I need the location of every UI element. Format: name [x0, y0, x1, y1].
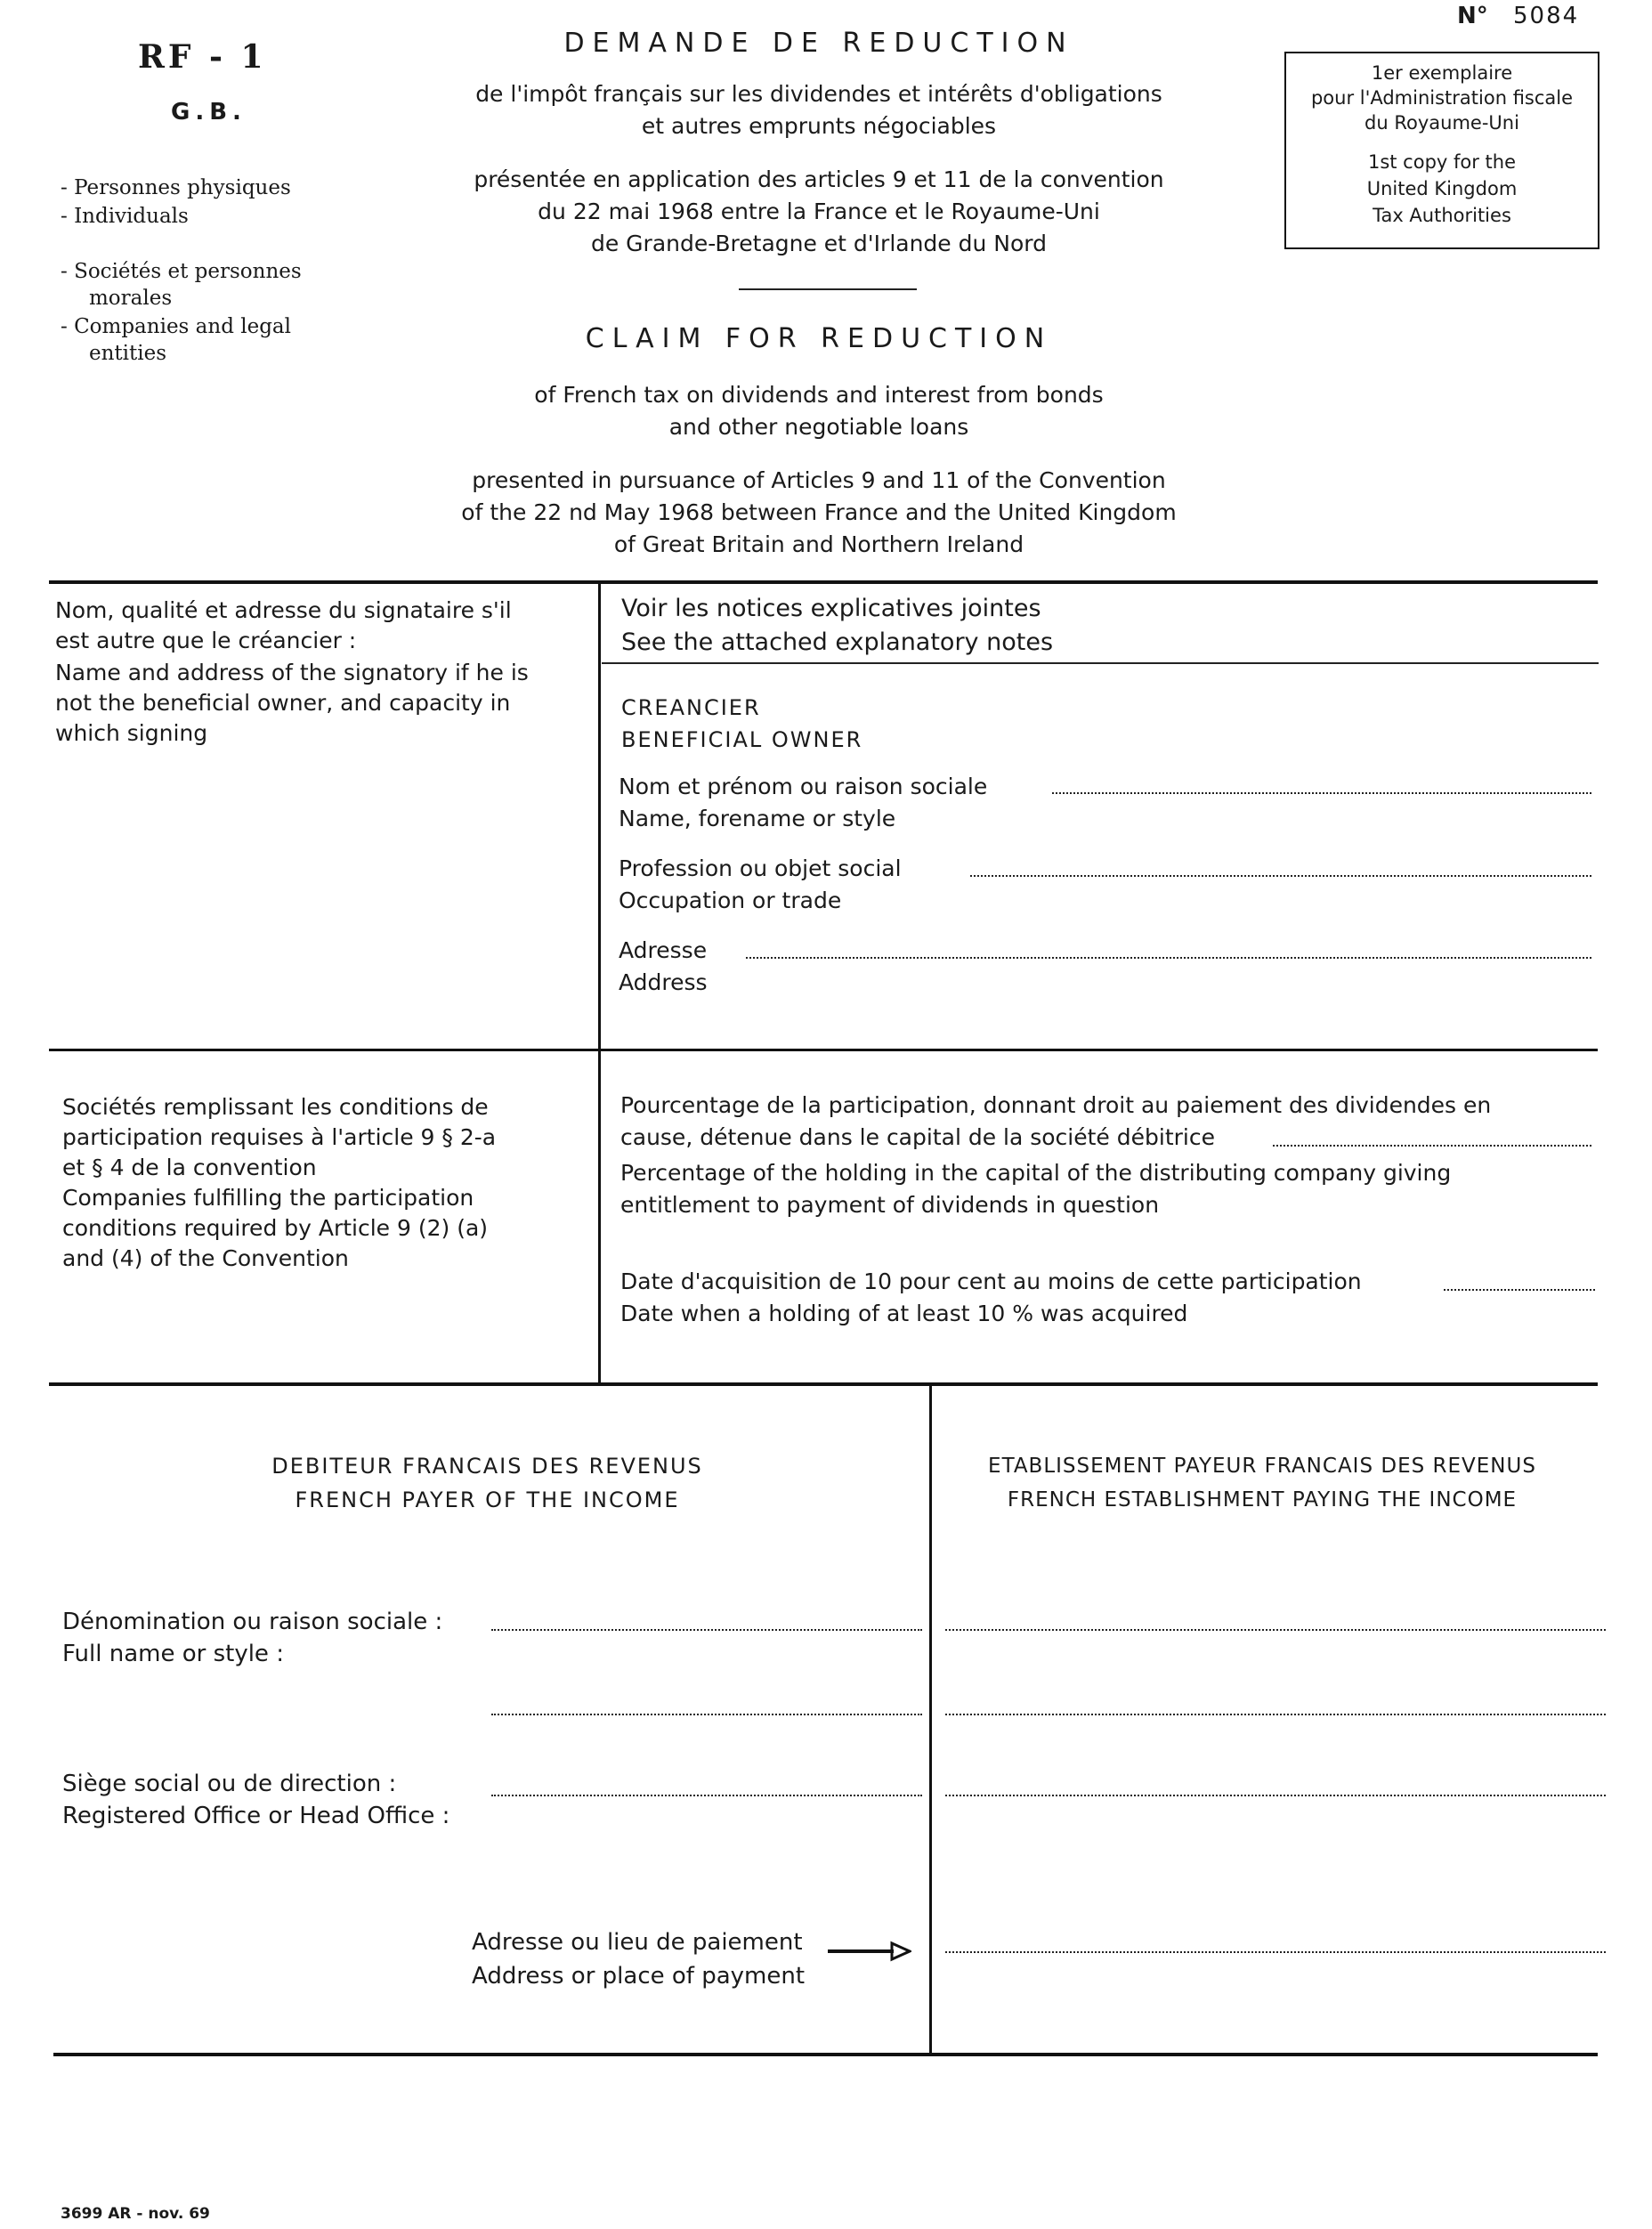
category-companies-fr: - Sociétés et personnes: [61, 260, 302, 283]
payment-address-label-en: Address or place of payment: [472, 1963, 806, 1990]
section3-top-rule: [49, 1382, 1598, 1386]
name-label-en: Name, forename or style: [619, 806, 896, 831]
copy-box-line6: Tax Authorities: [1373, 205, 1511, 226]
header-en-line4: of the 22 nd May 1968 between France and the United Kingdom: [461, 499, 1177, 525]
arrow-right-icon: [826, 1941, 911, 1962]
payment-address-label-fr: Adresse ou lieu de paiement: [472, 1929, 803, 1956]
notes-en: See the attached explanatory notes: [621, 628, 1054, 656]
debiteur-title-fr: DEBITEUR FRANCAIS DES REVENUS: [271, 1454, 703, 1479]
participation-left-4: Companies fulfilling the participation: [62, 1185, 474, 1211]
header-en-line2: and other negotiable loans: [668, 414, 969, 440]
header-fr-line2: et autres emprunts négociables: [641, 113, 997, 139]
debiteur-name-field-2[interactable]: [491, 1714, 922, 1715]
name-label-fr: Nom et prénom ou raison sociale: [619, 774, 988, 799]
address-field[interactable]: [746, 957, 1591, 959]
category-companies-en: - Companies and legal: [61, 315, 291, 338]
denomination-label-en: Full name or style :: [62, 1641, 284, 1667]
debiteur-name-field-1[interactable]: [491, 1629, 922, 1631]
signatory-en-2: not the beneficial owner, and capacity in: [55, 690, 511, 716]
section1-divider: [598, 584, 601, 1050]
name-field[interactable]: [1052, 792, 1591, 794]
etablissement-name-field-1[interactable]: [945, 1629, 1606, 1631]
address-label-en: Address: [619, 969, 708, 995]
profession-field[interactable]: [970, 875, 1591, 877]
section1-top-rule: [49, 580, 1598, 584]
copy-box-line5: United Kingdom: [1366, 178, 1518, 199]
header-en-line3: presented in pursuance of Articles 9 and 11 of the Convention: [472, 467, 1166, 493]
section2-top-rule: [49, 1049, 1598, 1051]
footer-code: 3699 AR - nov. 69: [61, 2205, 210, 2223]
denomination-label-fr: Dénomination ou raison sociale :: [62, 1609, 443, 1635]
category-companies-en-cont: entities: [89, 342, 167, 365]
siege-label-fr: Siège social ou de direction :: [62, 1771, 397, 1797]
etablissement-title-en: FRENCH ESTABLISHMENT PAYING THE INCOME: [1007, 1488, 1518, 1512]
copy-box-line1: 1er exemplaire: [1371, 62, 1513, 84]
debiteur-office-field[interactable]: [491, 1795, 922, 1796]
percentage-fr-2: cause, détenue dans le capital de la société débitrice: [620, 1124, 1215, 1150]
etablissement-title-fr: ETABLISSEMENT PAYEUR FRANCAIS DES REVENUS: [988, 1455, 1536, 1478]
notes-fr: Voir les notices explicatives jointes: [621, 595, 1041, 622]
section2-divider: [598, 1050, 601, 1383]
category-individuals-en: - Individuals: [61, 205, 189, 228]
etablissement-name-field-2[interactable]: [945, 1714, 1606, 1715]
copy-box-line3: du Royaume-Uni: [1365, 112, 1519, 134]
percentage-en-1: Percentage of the holding in the capital of the distributing company giving: [620, 1160, 1452, 1186]
acquisition-date-en: Date when a holding of at least 10 % was acquired: [620, 1301, 1188, 1326]
beneficial-owner-label: BENEFICIAL OWNER: [621, 727, 863, 752]
participation-left-1: Sociétés remplissant les conditions de: [62, 1094, 489, 1120]
header-fr-line1: de l'impôt français sur les dividendes et intérêts d'obligations: [475, 81, 1162, 107]
section3-divider: [929, 1386, 932, 2054]
title-en: CLAIM FOR REDUCTION: [585, 323, 1053, 354]
copy-box-line4: 1st copy for the: [1367, 151, 1517, 173]
header-en-line1: of French tax on dividends and interest from bonds: [534, 382, 1104, 408]
signatory-en-1: Name and address of the signatory if he is: [55, 660, 529, 685]
payment-address-field[interactable]: [945, 1951, 1606, 1953]
number-value: 5084: [1513, 3, 1580, 29]
etablissement-office-field[interactable]: [945, 1795, 1606, 1796]
acquisition-date-fr: Date d'acquisition de 10 pour cent au moins de cette participation: [620, 1269, 1362, 1294]
header-fr-line5: de Grande-Bretagne et d'Irlande du Nord: [590, 231, 1047, 256]
header-fr-line3: présentée en application des articles 9 et 11 de la convention: [474, 166, 1164, 192]
siege-label-en: Registered Office or Head Office :: [62, 1803, 450, 1829]
category-individuals-fr: - Personnes physiques: [61, 176, 291, 199]
header-en-line5: of Great Britain and Northern Ireland: [613, 531, 1024, 557]
participation-left-3: et § 4 de la convention: [62, 1155, 317, 1180]
signatory-en-3: which signing: [55, 720, 208, 746]
signatory-fr-2: est autre que le créancier :: [55, 628, 357, 653]
copy-box-line2: pour l'Administration fiscale: [1310, 87, 1574, 109]
percentage-en-2: entitlement to payment of dividends in question: [620, 1192, 1160, 1218]
creancier-label: CREANCIER: [621, 695, 761, 720]
debiteur-title-en: FRENCH PAYER OF THE INCOME: [295, 1487, 680, 1512]
country-code: G.B.: [171, 99, 247, 126]
form-code: RF - 1: [138, 38, 267, 76]
profession-label-en: Occupation or trade: [619, 888, 842, 913]
notes-underline: [602, 662, 1599, 664]
section3-bottom-rule: [53, 2053, 1598, 2056]
participation-left-5: conditions required by Article 9 (2) (a): [62, 1215, 489, 1241]
profession-label-fr: Profession ou objet social: [619, 855, 902, 881]
title-fr: DEMANDE DE REDUCTION: [563, 28, 1074, 59]
number-label: N°: [1457, 3, 1488, 29]
signatory-fr-1: Nom, qualité et adresse du signataire s'il: [55, 597, 512, 623]
address-label-fr: Adresse: [619, 937, 708, 963]
participation-left-6: and (4) of the Convention: [62, 1245, 349, 1271]
percentage-field[interactable]: [1273, 1145, 1591, 1147]
header-divider: [739, 288, 917, 290]
acquisition-date-field[interactable]: [1444, 1289, 1595, 1291]
header-fr-line4: du 22 mai 1968 entre la France et le Royaume-Uni: [538, 199, 1100, 224]
percentage-fr-1: Pourcentage de la participation, donnant droit au paiement des dividendes en: [620, 1092, 1492, 1118]
category-companies-fr-cont: morales: [89, 287, 173, 310]
participation-left-2: participation requises à l'article 9 § 2-a: [62, 1124, 497, 1150]
